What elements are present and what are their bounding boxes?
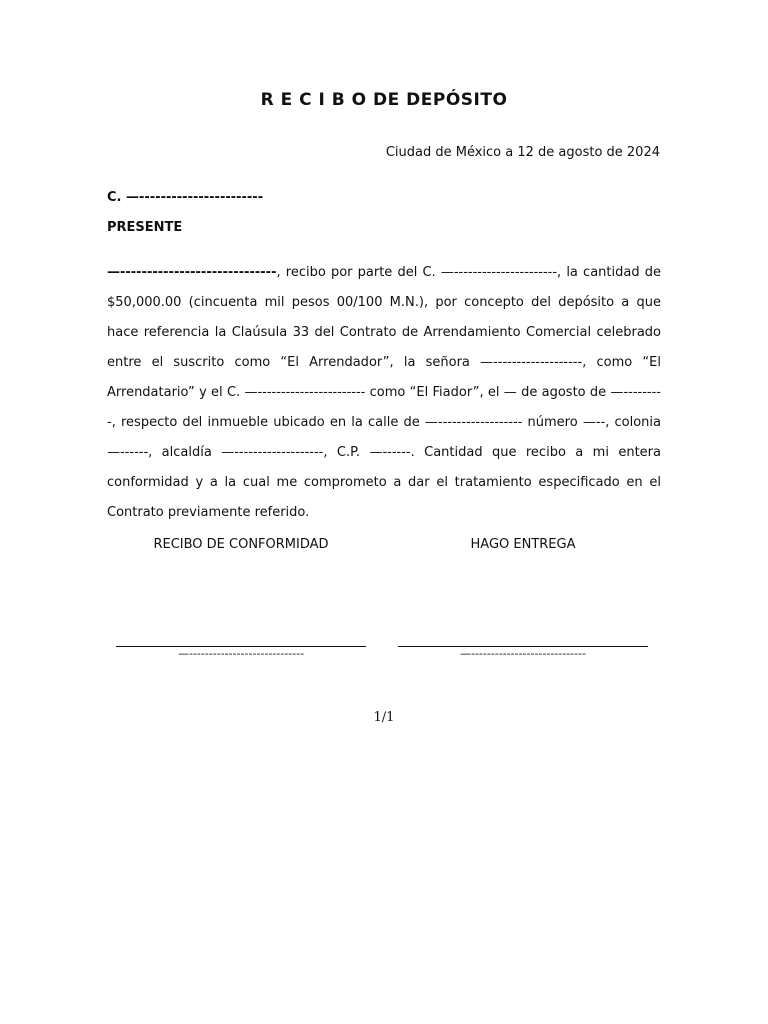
signature-name-receiver: —----------------------------- <box>177 647 305 660</box>
signature-name-deliverer: —----------------------------- <box>459 647 587 660</box>
addressee-line: C. —----------------------- <box>107 190 264 205</box>
page-number: 1/1 <box>373 710 395 725</box>
date-line: Ciudad de México a 12 de agosto de 2024 <box>385 145 660 160</box>
signature-label-receiver: RECIBO DE CONFORMIDAD <box>153 537 329 552</box>
document-title: R E C I B O DE DEPÓSITO <box>260 90 508 110</box>
presente-label: PRESENTE <box>107 220 183 235</box>
signature-label-deliverer: HAGO ENTREGA <box>470 537 576 552</box>
body-paragraph <box>107 258 661 528</box>
body-lead-blank: —----------------------------- <box>107 265 277 280</box>
body-text: , recibo por parte del C. —----------------------, la cantidad de $50,000.00 (cincuenta mil pesos 00/100 M.N.), por concepto del depósito a que hace referencia la Claúsula 33 del Contrato de Arrendamiento Comercial celebrado entre el suscrito como “El Arrendador”, la señora —-------------------, como “El Arrendatario” y el C. —----------------------- como “El Fiador”, el — de agosto de —---------, respecto del inmueble ubicado en la calle de —------------------ número —--, colonia —------, alcaldía —-------------------, C.P. —------. Cantidad que recibo a mi entera conformidad y a la cual me comprometo a dar el tratamiento especificado en el Contrato previamente referido. <box>107 265 661 520</box>
